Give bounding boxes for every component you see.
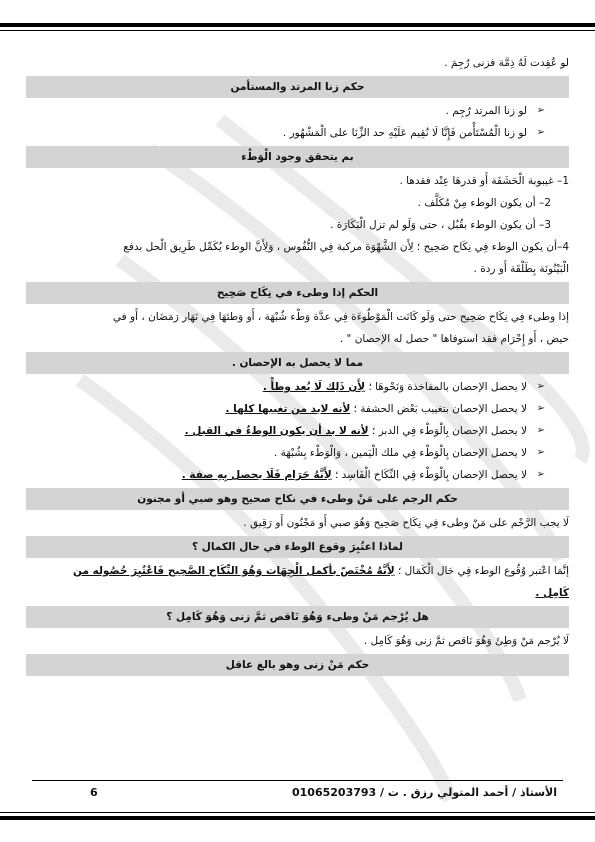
footer-author: الأستاذ / أحمد المتولي رزق . ت / 01065203793 xyxy=(292,786,557,799)
list-item-text: لا يحصل الإحصان بِالْوَطْء فِي الدبر ؛ xyxy=(368,425,527,437)
list-item-text: لو زنا الْمُسْتَأْمن فَإِنَّا لَا نُقِيم عَلَيْهِ حد الزِّنَا على الْمَشْهُور . xyxy=(282,127,527,139)
section-heading: بم يتحقق وجود الْوَطْء xyxy=(26,146,569,168)
paragraph-text: إنَّمَا اعْتبر وُقُوع الوطء فِي حَال الْكَمَال ؛ xyxy=(394,565,569,577)
list-item xyxy=(26,122,569,144)
list-item xyxy=(26,100,569,122)
arrow-bullet-icon: ➢ xyxy=(536,403,545,414)
section-heading: مما لا يحصل به الإحصان . xyxy=(26,352,569,374)
paragraph-reason: لِأَنَّهُ مُخْتَصّ بأكمل الْجِهَات وَهُوَ النِّكَاح الصَّحِيح فَاعْتُبِرَ حُصُوله من xyxy=(73,565,395,577)
arrow-bullet-icon: ➢ xyxy=(536,425,545,436)
paragraph-line: حيض ، أَو إِحْرَام فقد استوفاها " حصل له الإحصان " . xyxy=(339,333,569,345)
page-number: 6 xyxy=(90,786,98,799)
list-item xyxy=(26,420,569,442)
list-item-text: لا يحصل الإحصان بالمفاخذة وَنَحْوهَا ؛ xyxy=(365,381,527,393)
paragraph-line xyxy=(26,582,569,604)
section-heading: لماذا اعتُبِرَ وقوع الوطء في حال الكمال ؟ xyxy=(26,536,569,558)
list-item-reason: لأنه لابد من تغيبها كلها . xyxy=(225,403,351,415)
numbered-item: 4–أن يكون الوطء فِي نِكَاح صَحِيح ؛ لِأَن الشَّهْوَة مركبة فِي النُّفُوس ، وَلِأَنَّ الوطء يُكَمِّل طَرِيق الْحل بدفع xyxy=(123,241,569,253)
arrow-bullet-icon: ➢ xyxy=(536,469,545,480)
footer-divider xyxy=(32,780,563,781)
paragraph-line: لَا يجب الرَّجْم على مَنْ وطىء فِي نِكَاح صَحِيح وَهُوَ صبي أَو مَجْنُون أَو رَقِيق . xyxy=(243,517,569,529)
page-content xyxy=(26,52,569,678)
list-item-reason: لِأَن ذَلِك لَا يُعد وطأً . xyxy=(262,381,366,393)
numbered-item: 2– أن يكون الوطء مِنْ مُكَلَّف . xyxy=(417,197,551,209)
list-item-reason: لأنه لا بد أن يكون الوطءُ في القبل . xyxy=(184,425,369,437)
arrow-bullet-icon: ➢ xyxy=(536,105,545,116)
numbered-item: 1– غيبوبة الْحَشَفَة أَو قدرهَا عِنْد فقدها . xyxy=(399,175,569,187)
list-item-text: لا يحصل الإحصان بتغييب بَعْض الحشفة ؛ xyxy=(350,403,527,415)
list-item-text: لا يحصل الإحصان بِالْوَطْء فِي النِّكَاح الْفَاسِد ؛ xyxy=(331,469,527,481)
bottom-border-thin xyxy=(0,812,595,813)
list-item-reason: لِأَنَّهُ حَرَام فَلَا يحصل بِهِ صفة . xyxy=(181,469,332,481)
list-item-text: لو زنا المرتد رُجِم . xyxy=(445,105,527,117)
top-border-thick xyxy=(0,23,595,27)
bottom-border-thick xyxy=(0,816,595,820)
arrow-bullet-icon: ➢ xyxy=(536,447,545,458)
top-border-thin xyxy=(0,30,595,31)
list-item xyxy=(26,376,569,398)
arrow-bullet-icon: ➢ xyxy=(536,127,545,138)
list-item-text: لا يحصل الإحصان بِالْوَطْء فِي ملك الْيَمين ، وَالْوَطْء بِشُبْهَة . xyxy=(273,447,527,459)
section-heading: حكم زنا المرتد والمستأمن xyxy=(26,76,569,98)
text-line: لو عُقِدت لَهُ ذِمَّة فزنى رُجِمَ . xyxy=(444,57,569,69)
list-item xyxy=(26,398,569,420)
section-heading: حكم مَنْ زنى وهو بالغ عاقل xyxy=(26,654,569,676)
page-footer xyxy=(0,780,595,810)
list-item xyxy=(26,442,569,464)
paragraph-line: إذا وطىء فِي نِكَاح صَحِيح حتى وَلَو كَانَت الْمَوْطُوءَة فِي عدَّة وَطْء شُبْهَة ، أَو وَطئهَا فِي نَهَار رَمَضَان ، أَو في xyxy=(112,311,569,323)
arrow-bullet-icon: ➢ xyxy=(536,381,545,392)
paragraph-line: لَا يُرْجم مَنْ وَطِئَ وَهُوَ نَاقص ثمَّ زنى وَهُوَ كَامِل . xyxy=(363,635,569,647)
section-heading: الحكم إذا وطىء في نِكَاح صَحِيح xyxy=(26,282,569,304)
list-item xyxy=(26,464,569,486)
numbered-item-continuation: الْبَيْنُونَة بِطَلْقَة أَو ردة . xyxy=(473,263,569,275)
numbered-item: 3– أن يكون الوطء بقُبُل ، حتى وَلَو لم تزل الْبَكَارَة . xyxy=(330,219,551,231)
paragraph-line xyxy=(26,560,569,582)
section-heading: هل يُرْجم مَنْ وطىء وَهُوَ نَاقص ثمَّ زنى وَهُوَ كَامِل ؟ xyxy=(26,606,569,628)
section-heading: حكم الرجم على مَنْ وطىء في نكاح صحيح وهو صبي أو مجنون xyxy=(26,488,569,510)
paragraph-reason: كَامِل . xyxy=(535,587,569,599)
